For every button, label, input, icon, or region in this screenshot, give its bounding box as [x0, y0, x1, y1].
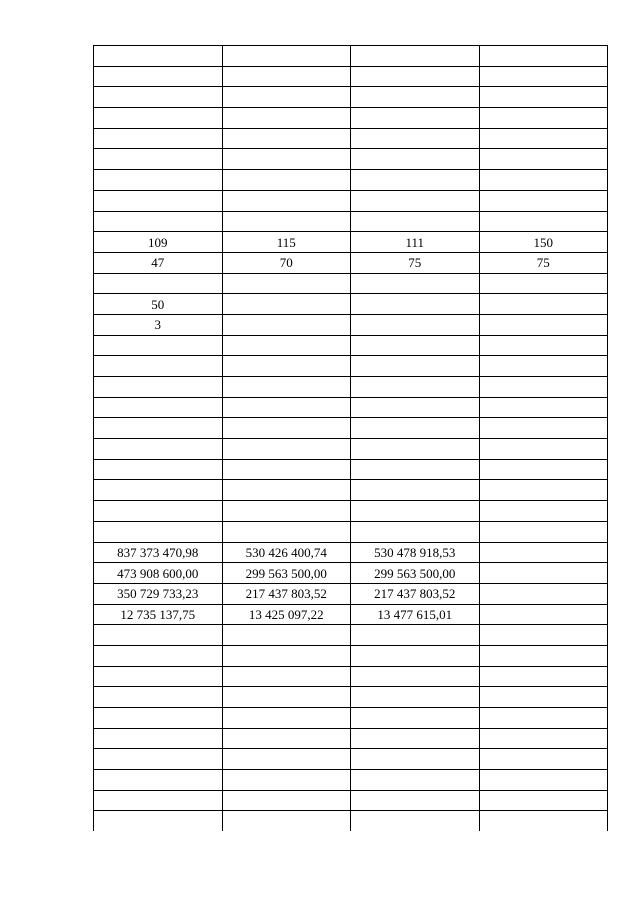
table-cell [351, 294, 480, 315]
table-row [94, 294, 608, 315]
table-cell [479, 170, 608, 191]
table-cell [222, 149, 351, 170]
table-cell [351, 770, 480, 791]
table-cell [351, 335, 480, 356]
table-cell [351, 170, 480, 191]
table-cell [94, 708, 223, 729]
table-cell [94, 666, 223, 687]
table-cell [222, 170, 351, 191]
table-cell: 47 [94, 252, 223, 273]
table-cell [94, 108, 223, 129]
table-cell [479, 108, 608, 129]
table-cell [479, 708, 608, 729]
table-cell: 3 [94, 314, 223, 335]
table-cell [351, 708, 480, 729]
table-row [94, 397, 608, 418]
table-cell [222, 108, 351, 129]
table-cell [94, 211, 223, 232]
table-row [94, 728, 608, 749]
table-cell: 530 478 918,53 [351, 542, 480, 563]
table-cell [222, 521, 351, 542]
table-cell [222, 439, 351, 460]
table-cell [222, 645, 351, 666]
table-cell: 13 425 097,22 [222, 604, 351, 625]
table-row [94, 708, 608, 729]
table-cell [94, 356, 223, 377]
table-cell [351, 397, 480, 418]
table-cell [222, 335, 351, 356]
table-row [94, 749, 608, 770]
table-cell [351, 521, 480, 542]
table-cell [479, 149, 608, 170]
table-cell: 530 426 400,74 [222, 542, 351, 563]
table-cell [94, 770, 223, 791]
table-cell: 75 [479, 252, 608, 273]
table-cell [222, 687, 351, 708]
table-cell [479, 294, 608, 315]
table-cell [479, 563, 608, 584]
table-cell: 217 437 803,52 [351, 583, 480, 604]
table-cell [222, 811, 351, 831]
table-cell [479, 749, 608, 770]
table-cell [479, 439, 608, 460]
table-cell [479, 418, 608, 439]
table-cell [94, 66, 223, 87]
table-cell: 150 [479, 232, 608, 253]
table-cell [94, 790, 223, 811]
table-cell [479, 87, 608, 108]
table-cell [222, 418, 351, 439]
table-cell [222, 770, 351, 791]
table-cell [94, 87, 223, 108]
table-cell [351, 149, 480, 170]
table-cell [479, 128, 608, 149]
table-cell [222, 377, 351, 398]
table-row [94, 108, 608, 129]
table-body [94, 46, 608, 832]
table-cell [351, 625, 480, 646]
table-cell [94, 687, 223, 708]
table-cell [94, 521, 223, 542]
table-cell [222, 790, 351, 811]
table-cell [351, 377, 480, 398]
table-cell [351, 811, 480, 831]
table-cell [94, 501, 223, 522]
table-row [94, 666, 608, 687]
table-row [94, 687, 608, 708]
table-cell [94, 273, 223, 294]
table-row [94, 314, 608, 335]
table-cell [94, 645, 223, 666]
table-cell [351, 108, 480, 129]
table-cell [222, 273, 351, 294]
table-cell [479, 811, 608, 831]
table-cell [94, 335, 223, 356]
table-cell [94, 480, 223, 501]
table-cell [479, 459, 608, 480]
table-cell [94, 728, 223, 749]
table-row [94, 645, 608, 666]
table-cell [94, 625, 223, 646]
table-cell [479, 356, 608, 377]
table-cell [222, 314, 351, 335]
table-row [94, 273, 608, 294]
table-cell [479, 46, 608, 67]
table-cell [479, 604, 608, 625]
table-cell [351, 314, 480, 335]
table-cell [94, 46, 223, 67]
table-cell [222, 625, 351, 646]
table-row [94, 46, 608, 67]
table-cell [222, 211, 351, 232]
table-row [94, 170, 608, 191]
table-cell [479, 666, 608, 687]
table-cell [479, 397, 608, 418]
table-cell [222, 749, 351, 770]
table-cell [94, 190, 223, 211]
table-row [94, 87, 608, 108]
table-row [94, 211, 608, 232]
table-cell [94, 811, 223, 831]
table-cell: 299 563 500,00 [351, 563, 480, 584]
table-cell [222, 480, 351, 501]
table-cell [351, 501, 480, 522]
table-cell [222, 501, 351, 522]
table-row [94, 190, 608, 211]
table-cell [222, 356, 351, 377]
table-cell [479, 314, 608, 335]
table-cell [351, 790, 480, 811]
table-cell [222, 397, 351, 418]
table-cell [479, 480, 608, 501]
data-table [93, 45, 608, 831]
table-cell [351, 190, 480, 211]
table-cell [351, 728, 480, 749]
table-cell [479, 521, 608, 542]
table-cell: 13 477 615,01 [351, 604, 480, 625]
table-cell: 299 563 500,00 [222, 563, 351, 584]
table-row [94, 501, 608, 522]
table-cell: 115 [222, 232, 351, 253]
table-cell [479, 583, 608, 604]
table-cell [94, 170, 223, 191]
table-row [94, 563, 608, 584]
table-cell [479, 501, 608, 522]
table-cell: 12 735 137,75 [94, 604, 223, 625]
table-cell [351, 749, 480, 770]
table-cell [479, 211, 608, 232]
table-cell: 111 [351, 232, 480, 253]
table-cell [94, 149, 223, 170]
table-cell [94, 397, 223, 418]
table-cell [351, 480, 480, 501]
table-row [94, 480, 608, 501]
table-cell [479, 542, 608, 563]
table-row [94, 66, 608, 87]
table-row [94, 459, 608, 480]
table-row [94, 377, 608, 398]
table-cell [94, 418, 223, 439]
table-cell [94, 377, 223, 398]
table-cell: 350 729 733,23 [94, 583, 223, 604]
table-cell [222, 294, 351, 315]
table-row [94, 128, 608, 149]
table-row [94, 790, 608, 811]
table-cell: 837 373 470,98 [94, 542, 223, 563]
table-cell [351, 645, 480, 666]
table-cell: 217 437 803,52 [222, 583, 351, 604]
table-row [94, 149, 608, 170]
table-cell [222, 459, 351, 480]
table-row [94, 625, 608, 646]
table-cell [94, 459, 223, 480]
table-cell [222, 666, 351, 687]
table-row [94, 439, 608, 460]
table-row [94, 521, 608, 542]
table-cell [351, 273, 480, 294]
table-cell [351, 211, 480, 232]
table-cell [222, 66, 351, 87]
table-cell: 75 [351, 252, 480, 273]
table-cell: 473 908 600,00 [94, 563, 223, 584]
document-page [93, 45, 607, 850]
table-cell [222, 46, 351, 67]
table-cell [222, 728, 351, 749]
table-row [94, 770, 608, 791]
table-cell [479, 625, 608, 646]
table-cell: 70 [222, 252, 351, 273]
table-cell: 109 [94, 232, 223, 253]
table-cell [479, 273, 608, 294]
table-cell [479, 645, 608, 666]
table-cell [479, 190, 608, 211]
table-cell [351, 439, 480, 460]
table-row [94, 418, 608, 439]
table-cell [351, 66, 480, 87]
table-cell [94, 439, 223, 460]
table-cell [351, 46, 480, 67]
table-row [94, 335, 608, 356]
table-cell [351, 418, 480, 439]
table-cell [222, 128, 351, 149]
table-cell [479, 377, 608, 398]
table-cell: 50 [94, 294, 223, 315]
table-cell [351, 459, 480, 480]
table-row [94, 232, 608, 253]
table-cell [351, 128, 480, 149]
table-cell [94, 128, 223, 149]
table-cell [351, 687, 480, 708]
table-cell [479, 687, 608, 708]
table-cell [479, 770, 608, 791]
table-cell [222, 708, 351, 729]
table-row [94, 252, 608, 273]
table-row [94, 811, 608, 831]
table-cell [479, 335, 608, 356]
table-row [94, 356, 608, 377]
table-row [94, 542, 608, 563]
table-cell [94, 749, 223, 770]
table-cell [222, 87, 351, 108]
table-cell [479, 66, 608, 87]
table-cell [222, 190, 351, 211]
table-cell [479, 790, 608, 811]
table-cell [351, 666, 480, 687]
table-cell [479, 728, 608, 749]
table-cell [351, 87, 480, 108]
table-row [94, 604, 608, 625]
table-cell [351, 356, 480, 377]
table-row [94, 583, 608, 604]
